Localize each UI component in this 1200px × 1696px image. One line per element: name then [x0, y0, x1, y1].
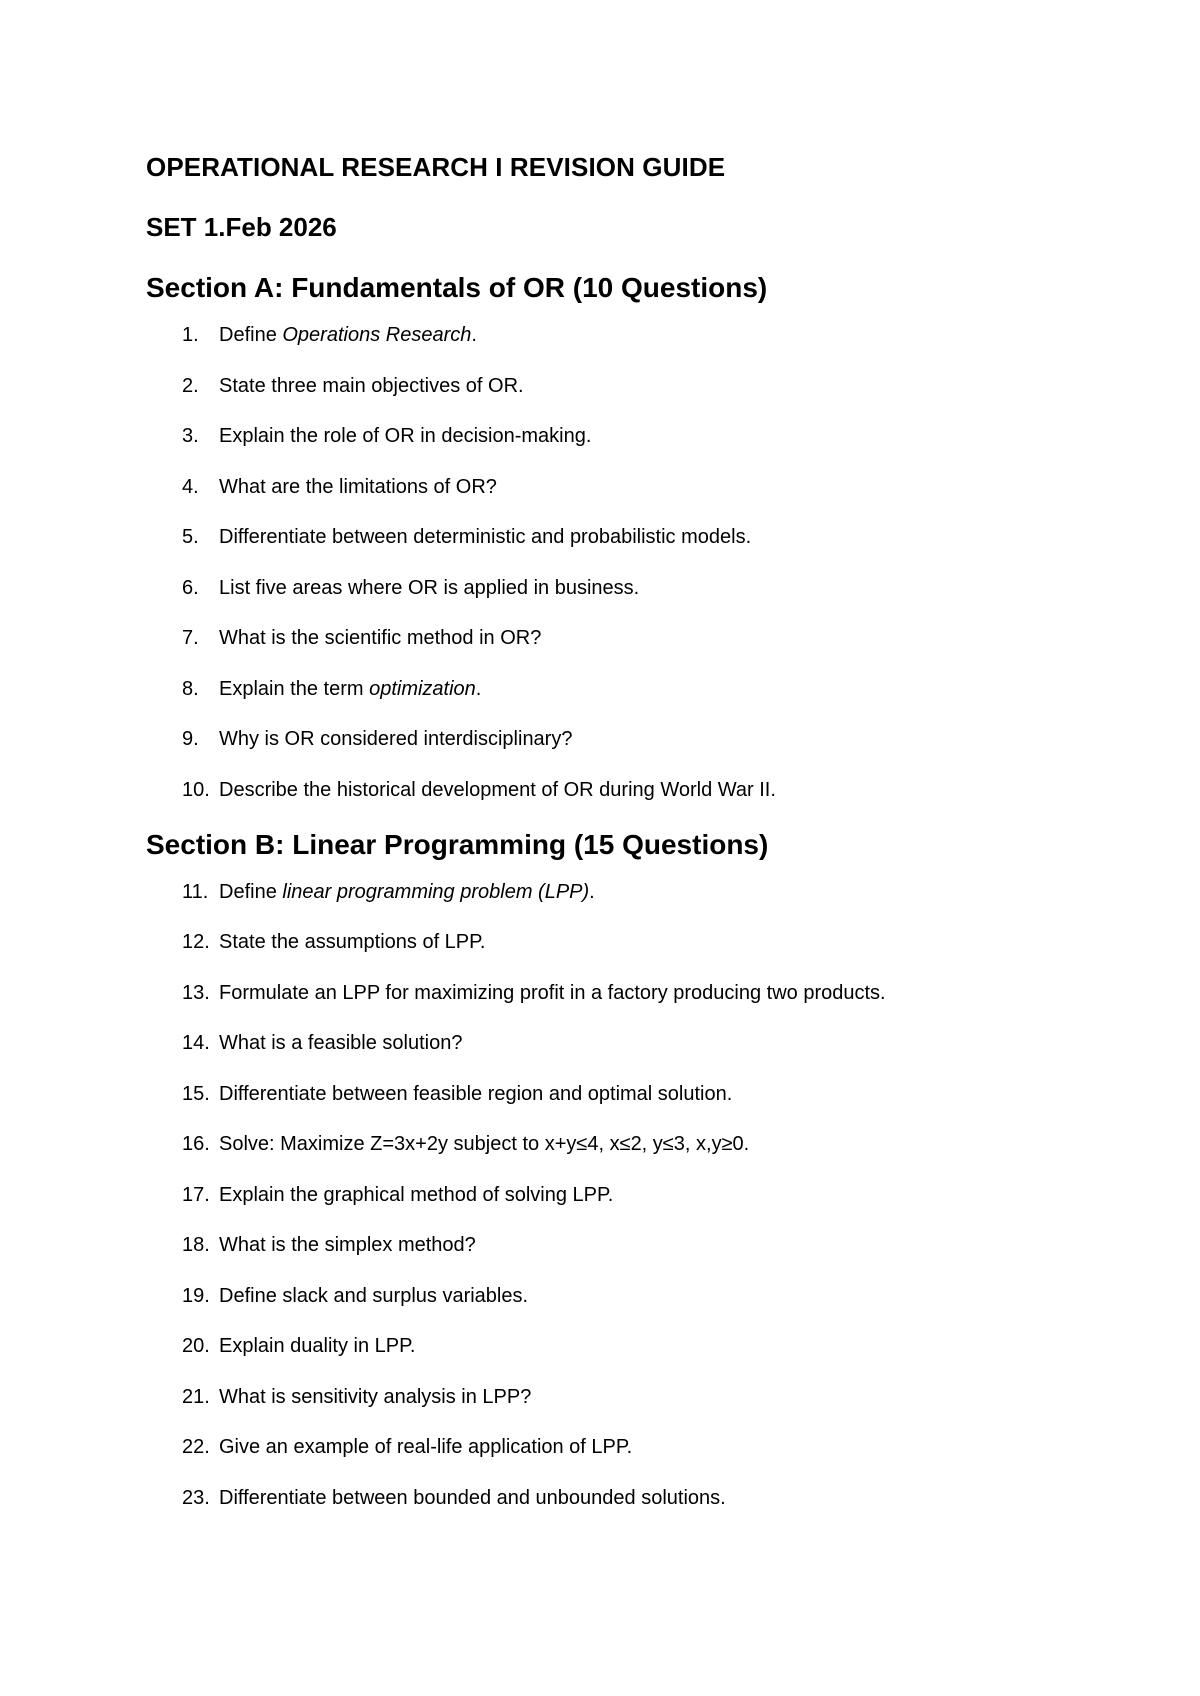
question-number: 11. [182, 880, 209, 903]
question-text-plain: Define [219, 324, 283, 346]
question-text-plain: What is a feasible solution? [219, 1032, 463, 1054]
question-item [146, 775, 1126, 805]
question-text [219, 324, 477, 346]
question-text-emphasis: linear programming problem (LPP) [282, 880, 590, 903]
question-number: 19. [182, 1284, 210, 1307]
question-text-plain: What is the scientific method in OR? [219, 627, 542, 649]
section-heading: Section B: Linear Programming (15 Questions) [146, 828, 769, 860]
question-number: 3. [182, 425, 199, 447]
question-text-plain: Explain duality in LPP. [219, 1335, 416, 1357]
question-number: 5. [182, 526, 199, 548]
question-list [146, 320, 1126, 805]
document-body [146, 150, 1126, 1535]
question-number: 6. [182, 576, 199, 599]
question-number: 14. [182, 1032, 210, 1054]
question-text-plain: Describe the historical development of OR during World War II. [219, 778, 776, 801]
question-text-plain: Give an example of real-life application of LPP. [219, 1436, 633, 1458]
question-item [146, 472, 1126, 502]
question-item [146, 421, 1126, 451]
question-text-plain: State the assumptions of LPP. [219, 931, 486, 953]
question-text-plain: Solve: Maximize Z=3x+2y subject to x+y≤4, x≤2, y≤3, x,y≥0. [219, 1133, 750, 1155]
question-text-plain: What are the limitations of OR? [219, 475, 497, 498]
question-text [219, 678, 481, 700]
question-text-plain: Define [219, 880, 283, 903]
question-number: 16. [182, 1133, 210, 1155]
question-text-plain: Differentiate between bounded and unbounded solutions. [219, 1486, 726, 1509]
question-text-plain: What is sensitivity analysis in LPP? [219, 1385, 532, 1408]
question-text-plain: Define slack and surplus variables. [219, 1284, 529, 1307]
question-number: 18. [182, 1234, 210, 1256]
question-item [146, 573, 1126, 603]
section-heading: Section A: Fundamentals of OR (10 Questions) [146, 272, 768, 303]
question-text [219, 1083, 732, 1105]
question-text-emphasis: Operations Research [282, 324, 472, 346]
question-text [219, 627, 541, 649]
question-item [146, 674, 1126, 704]
question-text [219, 1184, 613, 1206]
question-item [146, 623, 1126, 653]
question-text [219, 375, 524, 397]
question-item [146, 1129, 1126, 1159]
question-text [219, 1487, 726, 1509]
question-item [146, 320, 1126, 350]
question-number: 10. [182, 778, 210, 801]
question-number: 15. [182, 1082, 210, 1105]
question-item [146, 1028, 1126, 1058]
question-text [219, 779, 776, 801]
question-item [146, 1483, 1126, 1513]
question-text [219, 982, 886, 1004]
question-number: 17. [182, 1183, 210, 1206]
document-title: OPERATIONAL RESEARCH I REVISION GUIDE [146, 152, 726, 182]
question-text-plain: Explain the graphical method of solving LPP. [219, 1183, 614, 1206]
question-number: 7. [182, 627, 199, 649]
sections-container [146, 270, 1126, 1513]
question-item [146, 724, 1126, 754]
question-text-plain: Differentiate between feasible region and optimal solution. [219, 1082, 733, 1105]
question-text-plain: Formulate an LPP for maximizing profit in a factory producing two products. [219, 981, 886, 1004]
question-text-plain: List five areas where OR is applied in business. [219, 576, 640, 599]
question-number: 23. [182, 1486, 210, 1509]
question-item [146, 1331, 1126, 1361]
question-text-plain: What is the simplex method? [219, 1234, 476, 1256]
question-item [146, 877, 1126, 907]
question-number: 9. [182, 728, 199, 750]
document-set-label: SET 1.Feb 2026 [146, 212, 337, 242]
question-text [219, 1032, 462, 1054]
question-text [219, 1335, 415, 1357]
question-item [146, 1382, 1126, 1412]
question-text-plain: Differentiate between deterministic and probabilistic models. [219, 526, 752, 548]
question-number: 21. [182, 1385, 210, 1408]
question-item [146, 522, 1126, 552]
question-text-plain: Explain the role of OR in decision-making. [219, 425, 592, 447]
question-text [219, 577, 639, 599]
question-text [219, 1133, 749, 1155]
question-text [219, 1234, 476, 1256]
question-text [219, 1386, 531, 1408]
question-text [219, 881, 595, 903]
question-text-trailing: . [475, 677, 482, 700]
question-text [219, 476, 497, 498]
question-item [146, 1180, 1126, 1210]
question-number: 1. [182, 324, 199, 346]
question-number: 4. [182, 475, 199, 498]
question-item [146, 371, 1126, 401]
question-text [219, 728, 572, 750]
question-number: 12. [182, 931, 210, 953]
question-text [219, 931, 485, 953]
question-text [219, 1285, 528, 1307]
question-text-plain: State three main objectives of OR. [219, 374, 524, 397]
question-item [146, 978, 1126, 1008]
question-text [219, 1436, 632, 1458]
question-item [146, 1432, 1126, 1462]
question-number: 22. [182, 1436, 210, 1458]
question-item [146, 1230, 1126, 1260]
question-text-plain: Why is OR considered interdisciplinary? [219, 728, 573, 750]
question-item [146, 1079, 1126, 1109]
question-number: 13. [182, 981, 210, 1004]
question-text-trailing: . [471, 324, 477, 346]
question-number: 2. [182, 374, 199, 397]
question-list [146, 877, 1126, 1513]
question-number: 8. [182, 677, 199, 700]
question-text-emphasis: optimization [369, 677, 476, 700]
question-text [219, 425, 591, 447]
question-text-plain: Explain the term [219, 677, 370, 700]
question-item [146, 1281, 1126, 1311]
question-text-trailing: . [589, 880, 595, 903]
question-item [146, 927, 1126, 957]
question-number: 20. [182, 1335, 210, 1357]
question-text [219, 526, 751, 548]
